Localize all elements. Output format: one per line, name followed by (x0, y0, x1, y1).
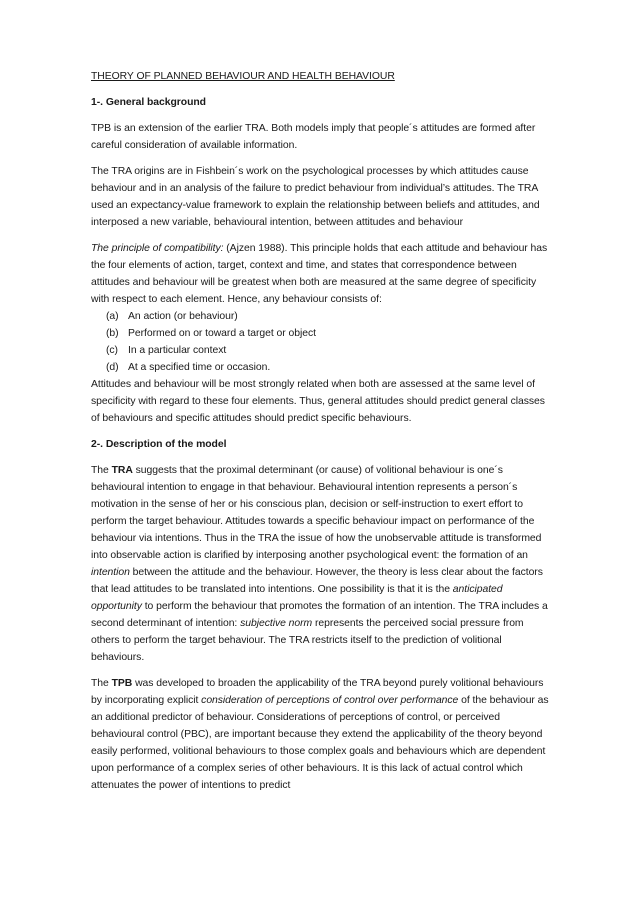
paragraph-tpb-extension: TPB is an extension of the earlier TRA. Both models imply that people´s attitudes are formed after careful consideration of available information. (91, 123, 536, 151)
section-heading-general-background: 1-. General background (91, 97, 206, 108)
text-run: The (91, 678, 112, 689)
list-item (106, 308, 549, 325)
text-run: of the behaviour as an additional predictor of behaviour. Considerations of perceptions of control, or perceived behavioural control (PBC), are important because they extend the applicability of the theory beyond easily performed, volitional behaviours to those complex goals and behaviours which are dependent upon performance of a complex series of other behaviours. It is this lack of actual control which attenuates the power of intentions to predict (91, 695, 549, 791)
list-item (106, 342, 549, 359)
list-marker: (c) (106, 345, 118, 356)
term-tra: TRA (111, 465, 133, 476)
list-item-text: At a specified time or occasion. (128, 362, 271, 373)
term-intention: intention (91, 567, 130, 578)
paragraph-tra-origins: The TRA origins are in Fishbein´s work on the psychological processes by which attitudes cause behaviour and in an analysis of the failure to predict behaviour from individual’s attitudes. The TRA used an expectancy-value framework to explain the relationship between beliefs and attitudes, and interposed a new variable, behavioural intention, between attitudes and behaviour (91, 166, 540, 228)
section-heading-model-description: 2-. Description of the model (91, 439, 227, 450)
paragraph-principle-of-compatibility (91, 240, 549, 308)
list-item-text: An action (or behaviour) (128, 311, 238, 322)
behaviour-elements-list (91, 308, 549, 376)
text-run: to perform the behaviour that promotes the formation of an intention. The TRA includes a second determinant of intention: (91, 601, 548, 629)
paragraph-attitudes-specificity: Attitudes and behaviour will be most strongly related when both are assessed at the same level of specificity with regard to these four elements. Thus, general attitudes should predict general classes of behaviours and specific attitudes should predict specific behaviours. (91, 379, 545, 424)
term-tpb: TPB (111, 678, 133, 689)
principle-of-compatibility-label: The principle of compatibility: (91, 243, 224, 254)
list-item (106, 359, 549, 376)
text-run: was developed to broaden the applicability of the TRA beyond purely volitional behaviours by incorporating explicit (91, 678, 544, 706)
text-run: between the attitude and the behaviour. However, the theory is less clear about the factors that lead attitudes to be translated into intentions. One possibility is that it is the (91, 567, 543, 595)
paragraph-tpb-description (91, 675, 549, 794)
list-item-text: Performed on or toward a target or object (128, 328, 316, 339)
principle-of-compatibility-text: (Ajzen 1988). This principle holds that each attitude and behaviour has the four elements of action, target, context and time, and states that correspondence between attitudes and behaviour will be greatest when both are measured at the same degree of specificity with respect to each element. Hence, any behaviour consists of: (91, 243, 548, 305)
list-item-text: In a particular context (128, 345, 227, 356)
list-marker: (a) (106, 311, 119, 322)
list-item (106, 325, 549, 342)
list-marker: (d) (106, 362, 119, 373)
term-anticipated-opportunity: anticipated opportunity (91, 584, 503, 612)
term-subjective-norm: subjective norm (240, 618, 313, 629)
text-run: suggests that the proximal determinant (or cause) of volitional behaviour is one´s behavioural intention to engage in that behaviour. Behavioural intention represents a person´s motivation in the sense of her or his conscious plan, decision or self-instruction to exert effort to perform the target behaviour. Attitudes towards a specific behaviour impact on performance of the behaviour via intentions. Thus in the TRA the issue of how the unobservable attitude is transformed into observable action is clarified by interposing another psychological event: the formation of an (91, 465, 542, 561)
document-title: THEORY OF PLANNED BEHAVIOUR AND HEALTH BEHAVIOUR (91, 71, 395, 82)
document-page (91, 68, 549, 803)
list-marker: (b) (106, 328, 119, 339)
text-run: The (91, 465, 112, 476)
term-perceived-control: consideration of perceptions of control over performance (201, 695, 459, 706)
paragraph-tra-description (91, 462, 549, 666)
text-run: represents the perceived social pressure from others to perform the target behaviour. The TRA restricts itself to the prediction of volitional behaviours. (91, 618, 524, 663)
